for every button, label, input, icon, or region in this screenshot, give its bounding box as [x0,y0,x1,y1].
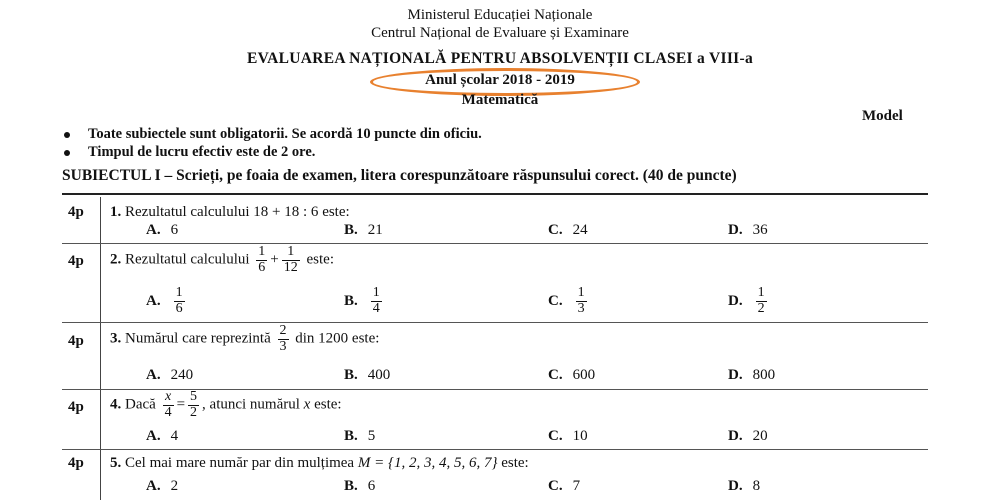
question-5-option-a[interactable]: A. 2 [146,478,179,494]
fraction: $\frac{2}{3}$ [279,323,287,354]
question-3-option-b[interactable]: B. 400 [344,367,391,383]
question-3-option-a[interactable]: A. 240 [146,367,194,383]
question-3-option-c[interactable]: C. 600 [548,367,596,383]
question-1-option-d[interactable]: D. 36 [728,222,768,238]
question-1-option-b[interactable]: B. 21 [344,222,383,238]
question-5-option-b[interactable]: B. 6 [344,478,376,494]
exam-title: EVALUAREA NAȚIONALĂ PENTRU ABSOLVENȚII CLASEI a VIII-a [246,50,754,67]
question-points: 4p [68,253,84,269]
evaluation-center-name: Centrul Național de Evaluare și Examinare [371,25,629,41]
model-label: Model [862,108,903,124]
school-year: Anul școlar 2018 - 2019 [425,72,575,88]
question-points: 4p [68,333,84,349]
bullet-icon [64,150,70,156]
question-2-option-d[interactable]: D. $\frac{1}{2}$ [728,285,765,316]
question-4-option-b[interactable]: B. 5 [344,428,376,444]
question-4-option-a[interactable]: A. 4 [146,428,179,444]
question-points: 4p [68,399,84,415]
question-points: 4p [68,204,84,220]
question-divider [62,449,928,450]
question-points: 4p [68,455,84,471]
question-2-option-b[interactable]: B. $\frac{1}{4}$ [344,285,380,316]
question-5-option-d[interactable]: D. 8 [728,478,761,494]
question-divider [62,322,928,323]
fraction: $\frac{x}{4}$ [164,389,172,420]
section-title: SUBIECTUL I – Scrieți, pe foaia de examen, litera corespunzătoare răspunsului corect. (40 de puncte) [62,167,737,184]
question-5-text: 5. Cel mai mare număr par din mulțimea M = {1, 2, 3, 4, 5, 6, 7} este: [110,455,529,471]
fraction: $\frac{5}{2}$ [190,389,198,420]
question-3-text: 3. Numărul care reprezintă $\frac{2}{3}$ din 1200 este: [110,323,380,354]
exam-subject: Matematică [461,92,539,108]
question-2-option-a[interactable]: A. $\frac{1}{6}$ [146,285,183,316]
question-1-text: 1. Rezultatul calculului 18 + 18 : 6 este: [110,204,350,220]
ministry-name: Ministerul Educației Naționale [407,7,593,23]
question-2-text: 2. Rezultatul calculului $\frac{1}{6}$ + $\frac{1}{12}$ este: [110,244,335,275]
question-4-text: 4. Dacă $\frac{x}{4}$ = $\frac{5}{2}$ , atunci numărul x este: [110,389,342,420]
question-1-option-a[interactable]: A. 6 [146,222,179,238]
question-3-option-d[interactable]: D. 800 [728,367,776,383]
question-4-option-d[interactable]: D. 20 [728,428,768,444]
fraction: $\frac{1}{6}$ [258,244,266,275]
instruction-item: Timpul de lucru efectiv este de 2 ore. [64,144,315,161]
bullet-icon [64,132,70,138]
section-divider [62,193,928,195]
question-2-option-c[interactable]: C. $\frac{1}{3}$ [548,285,585,316]
question-divider [62,243,928,244]
question-4-option-c[interactable]: C. 10 [548,428,588,444]
question-1-option-c[interactable]: C. 24 [548,222,588,238]
question-5-option-c[interactable]: C. 7 [548,478,581,494]
fraction: $\frac{1}{12}$ [283,244,298,275]
instruction-item: Toate subiectele sunt obligatorii. Se acordă 10 puncte din oficiu. [64,126,482,143]
